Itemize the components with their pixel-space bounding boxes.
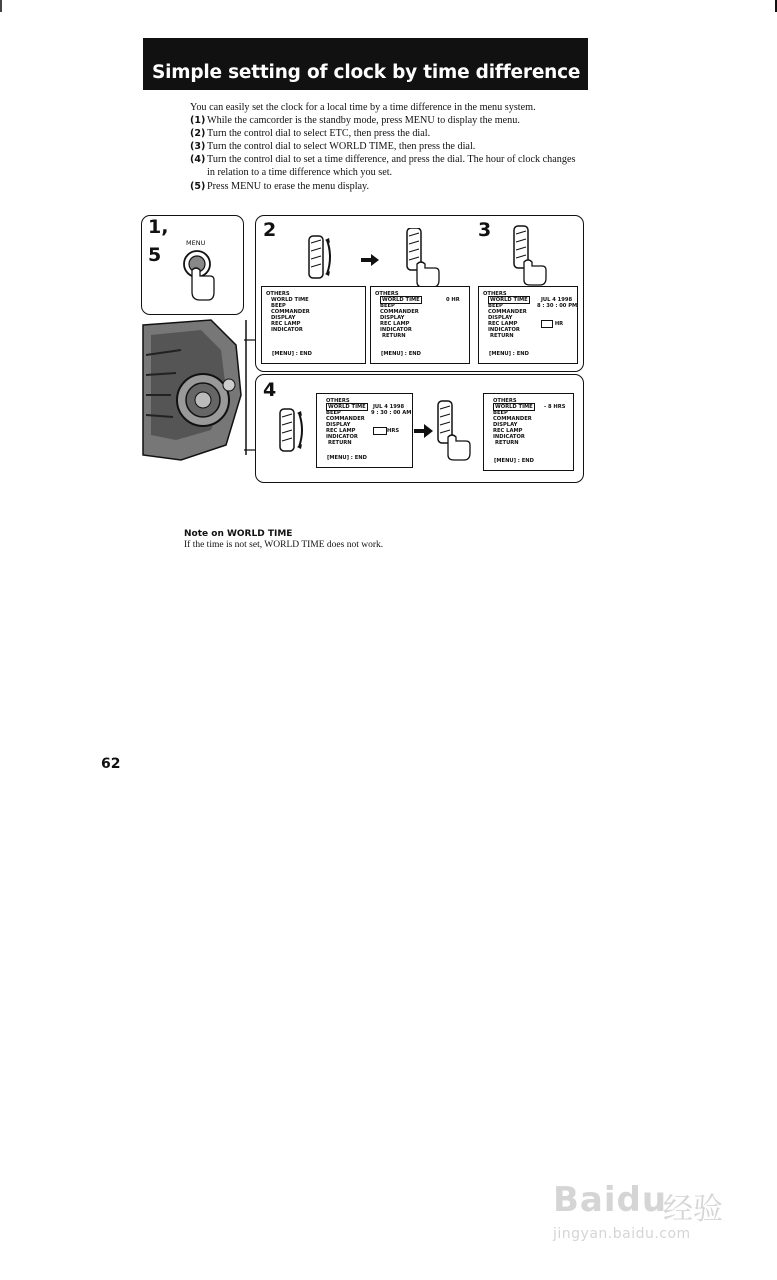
hour-adjust-field (541, 320, 563, 328)
menu-end-hint: [MENU] : END (272, 351, 312, 357)
step-number: (1) (190, 115, 206, 126)
menu-item: DISPLAY (380, 315, 405, 321)
step-text: Turn the control dial to select WORLD TIME, then press the dial. (207, 141, 476, 152)
hour-unit: HRS (387, 428, 400, 434)
clock-time: 9 : 30 : 00 AM (371, 410, 412, 416)
menu-item-label: WORLD TIME (382, 297, 420, 303)
watermark-sub: 经验 (663, 1192, 723, 1227)
menu-item-label: WORLD TIME (328, 404, 366, 410)
menu-screen-world-time-selected (370, 286, 470, 364)
clock-time: 8 : 30 : 00 PM (537, 303, 578, 309)
clock-date: JUL 4 1998 (373, 404, 405, 410)
menu-item: DISPLAY (326, 422, 351, 428)
menu-screen-result (483, 393, 574, 471)
menu-item: INDICATOR (488, 327, 520, 333)
note-body: If the time is not set, WORLD TIME does not work. (184, 540, 384, 550)
step-5 (190, 180, 585, 193)
time-difference-value: - 8 HRS (544, 404, 566, 410)
menu-return: RETURN (382, 333, 406, 339)
menu-return: RETURN (328, 440, 352, 446)
menu-item: BEEP (488, 303, 503, 309)
note-title: Note on WORLD TIME (184, 529, 293, 539)
step-number: (5) (190, 181, 206, 192)
baidu-watermark (553, 1180, 753, 1260)
clock-date: JUL 4 1998 (541, 297, 573, 303)
intro-text: You can easily set the clock for a local time by a time difference in the menu system. (190, 102, 536, 113)
menu-screen-world-time-set (478, 286, 578, 364)
menu-header: OTHERS (326, 398, 350, 404)
page-title: Simple setting of clock by time difference (152, 62, 581, 83)
step-3 (190, 140, 585, 153)
step-number: (3) (190, 141, 206, 152)
step-2 (190, 127, 585, 140)
menu-header: OTHERS (266, 291, 290, 297)
dial-turn-icon (276, 405, 316, 455)
menu-end-hint: [MENU] : END (489, 351, 529, 357)
menu-header: OTHERS (483, 291, 507, 297)
panel-1-5 (141, 215, 244, 315)
menu-end-hint: [MENU] : END (327, 455, 367, 461)
arrow-and-dial-press-icon (414, 397, 476, 465)
menu-end-hint: [MENU] : END (494, 458, 534, 464)
menu-screen-adjusting (316, 393, 413, 468)
panel-2-3 (255, 215, 584, 372)
watermark-url: jingyan.baidu.com (553, 1226, 691, 1242)
menu-item: BEEP (271, 303, 286, 309)
menu-header: OTHERS (493, 398, 517, 404)
dial-press-icon (504, 224, 554, 288)
menu-end-hint: [MENU] : END (381, 351, 421, 357)
panel-label: 4 (263, 379, 277, 401)
menu-item: REC LAMP (380, 321, 410, 327)
step-1 (190, 114, 585, 127)
menu-item: WORLD TIME (271, 297, 309, 303)
panel-label: 1, (148, 216, 169, 238)
menu-item: INDICATOR (493, 434, 525, 440)
menu-button-label: MENU (186, 239, 206, 247)
menu-item: INDICATOR (326, 434, 358, 440)
menu-item: COMMANDER (380, 309, 419, 315)
step-number: (4) (190, 154, 206, 165)
panel-label: 2 (263, 219, 277, 241)
menu-return: RETURN (495, 440, 519, 446)
menu-item: COMMANDER (493, 416, 532, 422)
menu-screen-initial (261, 286, 366, 364)
page-edge-mark-left (0, 0, 2, 12)
step-number: (2) (190, 128, 206, 139)
menu-item: COMMANDER (488, 309, 527, 315)
menu-item: DISPLAY (493, 422, 518, 428)
panel-4 (255, 374, 584, 483)
step-text: Turn the control dial to set a time difference, and press the dial. The hour of clock changes in relation to a time difference which you set. (207, 154, 576, 179)
menu-item: BEEP (493, 410, 508, 416)
menu-item: BEEP (380, 303, 395, 309)
menu-item: COMMANDER (271, 309, 310, 315)
menu-item-label: WORLD TIME (490, 297, 528, 303)
step-text: Press MENU to erase the menu display. (207, 181, 370, 192)
panel-label: 5 (148, 244, 162, 266)
step-text: Turn the control dial to select ETC, then press the dial. (207, 128, 431, 139)
dial-turn-and-press-icon (301, 228, 451, 288)
menu-item: COMMANDER (326, 416, 365, 422)
menu-item: REC LAMP (488, 321, 518, 327)
time-difference-value: 0 HR (446, 297, 460, 303)
menu-item: BEEP (326, 410, 341, 416)
camcorder-illustration (141, 315, 251, 465)
menu-return: RETURN (490, 333, 514, 339)
menu-item: REC LAMP (326, 428, 356, 434)
hour-adjust-field (373, 427, 399, 435)
panel-label: 3 (478, 219, 492, 241)
menu-item: REC LAMP (493, 428, 523, 434)
menu-item: INDICATOR (271, 327, 303, 333)
menu-item: INDICATOR (380, 327, 412, 333)
menu-item: REC LAMP (271, 321, 301, 327)
menu-item: DISPLAY (488, 315, 513, 321)
step-text: While the camcorder is the standby mode, press MENU to display the menu. (207, 115, 520, 126)
hour-unit: HR (554, 321, 564, 327)
menu-header: OTHERS (375, 291, 399, 297)
title-bar (143, 38, 588, 90)
page-number: 62 (101, 756, 121, 772)
menu-item: DISPLAY (271, 315, 296, 321)
step-4 (190, 153, 585, 180)
watermark-brand: Baidu (553, 1180, 668, 1220)
menu-item-label: WORLD TIME (495, 404, 533, 410)
menu-button-press-icon (178, 248, 216, 302)
